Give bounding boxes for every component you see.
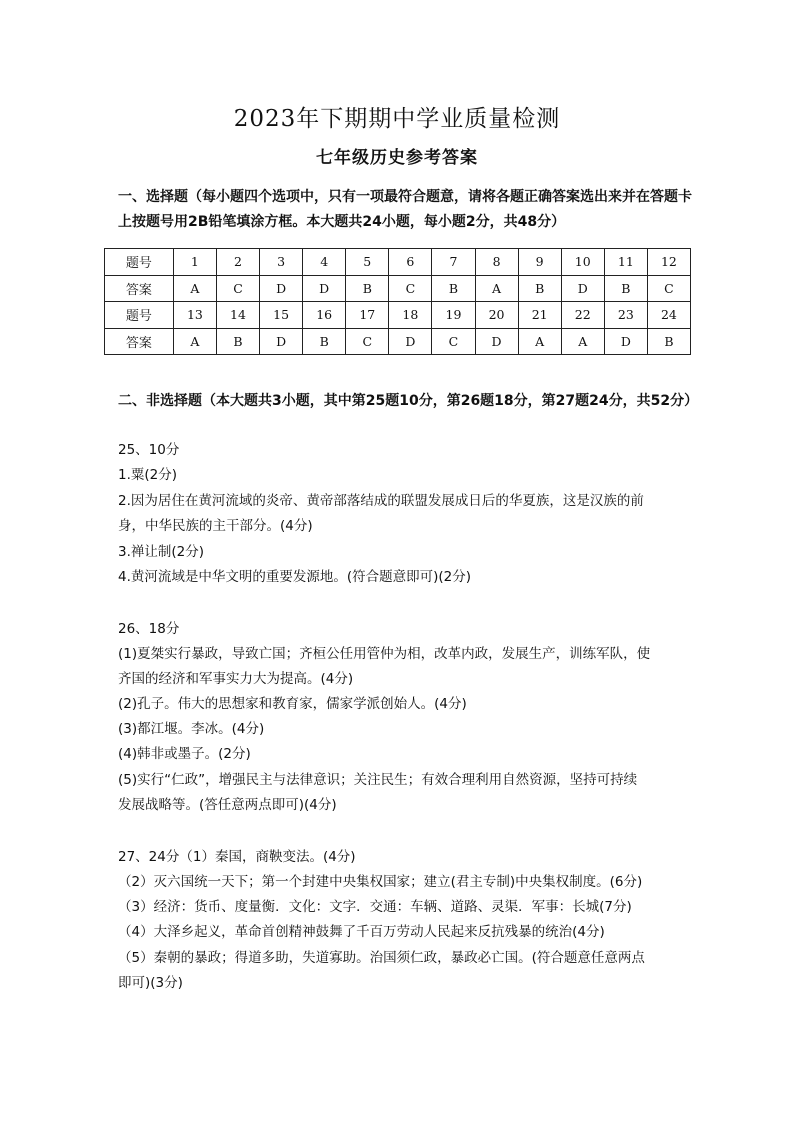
question-number: 1 [173, 249, 216, 276]
q27-line: （4）大泽乡起义，革命首创精神鼓舞了千百万劳动人民起来反抗残暴的统治(4分) [118, 924, 605, 940]
document-subtitle: 七年级历史参考答案 [316, 148, 478, 168]
q27-line: （3）经济：货币、度量衡．文化：文字．交通：车辆、道路、灵渠．军事：长城(7分) [118, 899, 632, 915]
answer-cell: C [389, 275, 432, 302]
q27-line: （2）灭六国统一天下；第一个封建中央集权国家；建立(君主专制)中央集权制度。(6分) [118, 874, 643, 890]
answer-cell: C [346, 328, 389, 355]
question-number: 23 [604, 302, 647, 329]
q26-line: (4)韩非或墨子。(2分) [118, 746, 251, 762]
table-row-answers-2 [105, 328, 691, 355]
answer-cell: B [518, 275, 561, 302]
q25-line: 4.黄河流域是中华文明的重要发源地。(符合题意即可)(2分) [118, 569, 472, 585]
answer-cell: A [561, 328, 604, 355]
question-number: 11 [604, 249, 647, 276]
table-row-answers-1 [105, 275, 691, 302]
question-number: 4 [303, 249, 346, 276]
answer-cell: D [389, 328, 432, 355]
answer-cell: D [604, 328, 647, 355]
answer-cell: D [260, 328, 303, 355]
question-number: 7 [432, 249, 475, 276]
q26-title: 26、18分 [118, 621, 180, 637]
q26-line: (3)都江堰。李冰。(4分) [118, 721, 265, 737]
question-number: 12 [647, 249, 690, 276]
answer-cell: A [475, 275, 518, 302]
question-number: 14 [216, 302, 259, 329]
q25-line: 1.粟(2分) [118, 467, 178, 483]
question-number: 15 [260, 302, 303, 329]
question-number: 20 [475, 302, 518, 329]
question-number: 6 [389, 249, 432, 276]
answer-cell: B [647, 328, 690, 355]
row-label-question: 题号 [105, 249, 174, 276]
answer-cell: A [173, 275, 216, 302]
question-number: 17 [346, 302, 389, 329]
question-number: 10 [561, 249, 604, 276]
q26-line: (5)实行“仁政”，增强民主与法律意识；关注民生；有效合理利用自然资源，坚持可持续 [118, 772, 638, 788]
answer-cell: D [260, 275, 303, 302]
row-label-question: 题号 [105, 302, 174, 329]
answer-cell: A [173, 328, 216, 355]
q27-line: 即可)(3分) [118, 975, 183, 991]
section2-heading: 二、非选择题（本大题共3小题，其中第25题10分，第26题18分，第27题24分，共52分） [118, 393, 699, 409]
q25-line: 3.禅让制(2分) [118, 544, 205, 560]
question-number: 13 [173, 302, 216, 329]
answer-cell: D [561, 275, 604, 302]
table-row-questions-2 [105, 302, 691, 329]
question-number: 24 [647, 302, 690, 329]
document-title: 2023年下期期中学业质量检测 [233, 106, 561, 132]
answer-cell: D [303, 275, 346, 302]
q27-line: 27、24分（1）秦国，商鞅变法。(4分) [118, 849, 356, 865]
q27-line: （5）秦朝的暴政；得道多助，失道寡助。治国须仁政，暴政必亡国。(符合题意任意两点 [118, 950, 645, 966]
question-number: 19 [432, 302, 475, 329]
q26-line: 发展战略等。(答任意两点即可)(4分) [118, 797, 337, 813]
question-number: 5 [346, 249, 389, 276]
question-number: 9 [518, 249, 561, 276]
q25-title: 25、10分 [118, 442, 180, 458]
question-number: 16 [303, 302, 346, 329]
answer-cell: C [432, 328, 475, 355]
answer-cell: D [475, 328, 518, 355]
answer-cell: B [303, 328, 346, 355]
answer-cell: B [604, 275, 647, 302]
q25-line: 2.因为居住在黄河流域的炎帝、黄帝部落结成的联盟发展成日后的华夏族，这是汉族的前 [118, 493, 644, 509]
q26-line: (1)夏桀实行暴政，导致亡国；齐桓公任用管仲为相，改革内政，发展生产，训练军队，使 [118, 646, 651, 662]
q26-line: (2)孔子。伟大的思想家和教育家，儒家学派创始人。(4分) [118, 696, 467, 712]
question-number: 8 [475, 249, 518, 276]
question-number: 2 [216, 249, 259, 276]
answer-cell: C [216, 275, 259, 302]
section1-heading: 一、选择题（每小题四个选项中，只有一项最符合题意，请将各题正确答案选出来并在答题卡上按题号用2B铅笔填涂方框。本大题共24小题，每小题2分，共48分） [118, 189, 692, 230]
question-number: 22 [561, 302, 604, 329]
answer-cell: C [647, 275, 690, 302]
row-label-answer: 答案 [105, 328, 174, 355]
answer-cell: B [346, 275, 389, 302]
row-label-answer: 答案 [105, 275, 174, 302]
answer-cell: B [432, 275, 475, 302]
q26-line: 齐国的经济和军事实力大为提高。(4分) [118, 671, 354, 687]
table-row-questions-1 [105, 249, 691, 276]
answer-table [104, 248, 691, 355]
q25-line: 身，中华民族的主干部分。(4分) [118, 518, 313, 534]
answer-cell: B [216, 328, 259, 355]
answer-cell: A [518, 328, 561, 355]
question-number: 18 [389, 302, 432, 329]
question-number: 21 [518, 302, 561, 329]
question-number: 3 [260, 249, 303, 276]
